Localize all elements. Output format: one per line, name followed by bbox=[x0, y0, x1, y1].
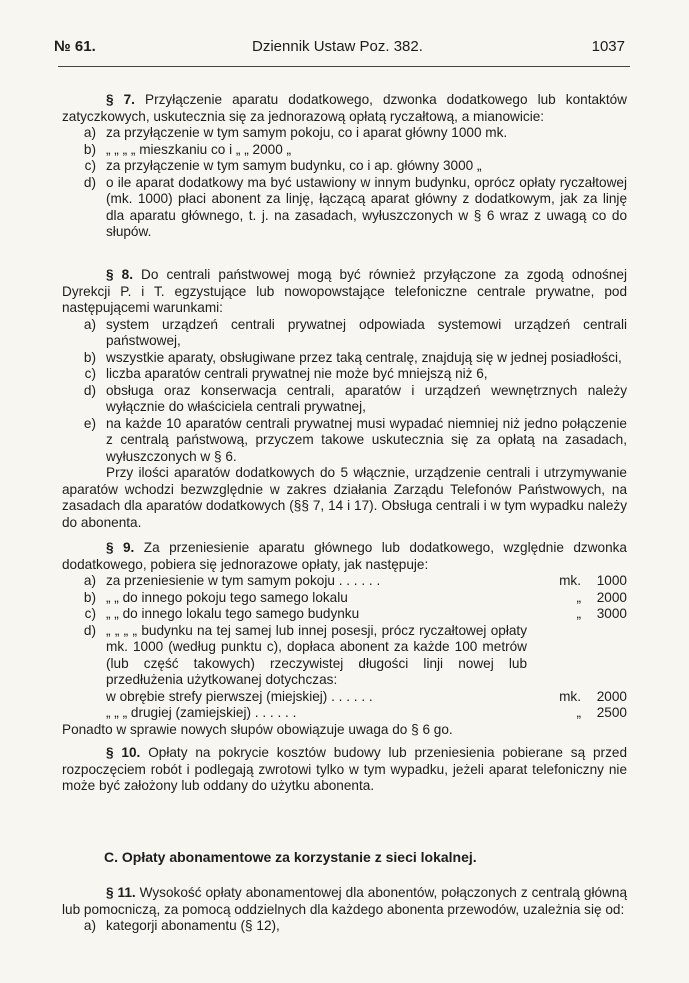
section-8: § 8. Do centrali państwowej mogą być również przyłączone za zgodą odnośnej Dyrekcji P. i T. egzystujące lub nowopowstające telefoniczne centrale prywatne, pod następującemi warunkami: a) system urządzeń centrali prywatnej odpowiada systemowi urządzeń centrali państwowej, b) wszystkie aparaty, obsługiwane przez taką centralę, znajdują się w jednej posiadłości, c) liczba aparatów centrali prywatnej nie może być mniejszą niż 6, d) obsługa oraz konserwacja centrali, aparatów i urządzeń wewnętrznych należy wyłącznie do właściciela centrali prywatnej, e) na każde 10 aparatów centrali prywatnej musi wypadać niemniej niż jedno połączenie z centralą państwową, przyczem takowe uskutecznia się za opłatą na zasadach, wyłuszczonych w § 6. Przy ilości aparatów dodatkowych do 5 włącznie, urządzenie centrali i utrzymywanie aparatów wchodzi bezwzględnie w zakres działania Zarządu Telefonów Państwowych, na zasadach dla aparatów dodatkowych (§§ 7, 14 i 17). Obsługa centrali i w tym wypadku należy do abonenta. bbox=[62, 267, 627, 530]
heading-c: C. Opłaty abonamentowe za korzystanie z sieci lokalnej. bbox=[104, 849, 477, 865]
section-7-intro: § 7. Przyłączenie aparatu dodatkowego, dzwonka dodatkowego lub kontaktów zatyczkowych, uskutecznia się za jednorazową opłatą ryczałtową, a mianowicie: bbox=[62, 92, 627, 124]
issue-number: № 61. bbox=[54, 38, 96, 55]
section-9: § 9. Za przeniesienie aparatu głównego lub dodatkowego, względnie dzwonka dodatkowego, pobiera się jednorazowe opłaty, jak następuje: a) za przeniesienie w tym samym pokoju . . . . . . mk. 1000 b) „ „ do innego pokoju tego samego lokalu „ 2000 c) „ „ do innego lokalu tego samego budynku „ 3000 d) „ „ „ „ budynku na tej samej lub innej posesji, prócz ryczałtowej opłaty mk. 1000 (według punktu c), dopłaca abonent za każde 100 metrów (lub część takowych) rzeczywistej długości linji nowej lub przedłużenia użytkowanej dotychczas: w obrębie strefy pierwszej (miejskiej) . . . . . . mk. 2000 „ „ „ drugiej (zamiejskiej) . . . . . . „ 2500 Ponadto w sprawie nowych słupów obowiązuje uwaga do § 6 go. bbox=[62, 540, 627, 737]
section-7: § 7. Przyłączenie aparatu dodatkowego, dzwonka dodatkowego lub kontaktów zatyczkowych, uskutecznia się za jednorazową opłatą ryczałtową, a mianowicie: a) za przyłączenie w tym samym pokoju, co i aparat główny 1000 mk. b) „ „ „ „ mieszkaniu co i „ „ 2000 „ c) za przyłączenie w tym samym budynku, co i ap. główny 3000 „ d) o ile aparat dodatkowy ma być ustawiony w innym budynku, oprócz opłaty ryczałtowej (mk. 1000) płaci abonent za linję, łączącą aparat główny z dodatkowym, jak za linję dla aparatu głównego, t. j. na zasadach, wyłuszczonych w § 6 wraz z uwagą co do słupów. bbox=[62, 92, 627, 239]
section-11: § 11. Wysokość opłaty abonamentowej dla abonentów, połączonych z centralą główną lub pomocniczą, za pomocą oddzielnych dla każdego abonenta przewodów, uzależnia się od: a) kategorji abonamentu (§ 12), bbox=[62, 885, 628, 933]
section-8-intro: § 8. Do centrali państwowej mogą być również przyłączone za zgodą odnośnej Dyrekcji P. i T. egzystujące lub nowopowstające telefoniczne centrale prywatne, pod następującemi warunkami: bbox=[62, 267, 627, 315]
page-number: 1037 bbox=[591, 38, 625, 55]
section-9-intro: § 9. Za przeniesienie aparatu głównego lub dodatkowego, względnie dzwonka dodatkowego, pobiera się jednorazowe opłaty, jak następuje: bbox=[62, 540, 627, 572]
section-9-note: Ponadto w sprawie nowych słupów obowiązuje uwaga do § 6 go. bbox=[62, 721, 453, 737]
section-10: § 10. Opłaty na pokrycie kosztów budowy lub przeniesienia pobierane są przed rozpoczęciem robót i podlegają zwrotowi tylko w tym wypadku, jeżeli aparat telefoniczny nie może być założony lub oddany do użytku abonenta. bbox=[62, 745, 628, 793]
document-page bbox=[54, 0, 628, 983]
journal-title: Dziennik Ustaw Poz. 382. bbox=[252, 38, 423, 55]
page-header bbox=[54, 38, 627, 58]
header-rule bbox=[58, 66, 630, 67]
section-8-note: Przy ilości aparatów dodatkowych do 5 włącznie, urządzenie centrali i utrzymywanie aparatów wchodzi bezwzględnie w zakres działania Zarządu Telefonów Państwowych, na zasadach dla aparatów dodatkowych (§§ 7, 14 i 17). Obsługa centrali i w tym wypadku należy do abonenta. bbox=[62, 465, 627, 530]
